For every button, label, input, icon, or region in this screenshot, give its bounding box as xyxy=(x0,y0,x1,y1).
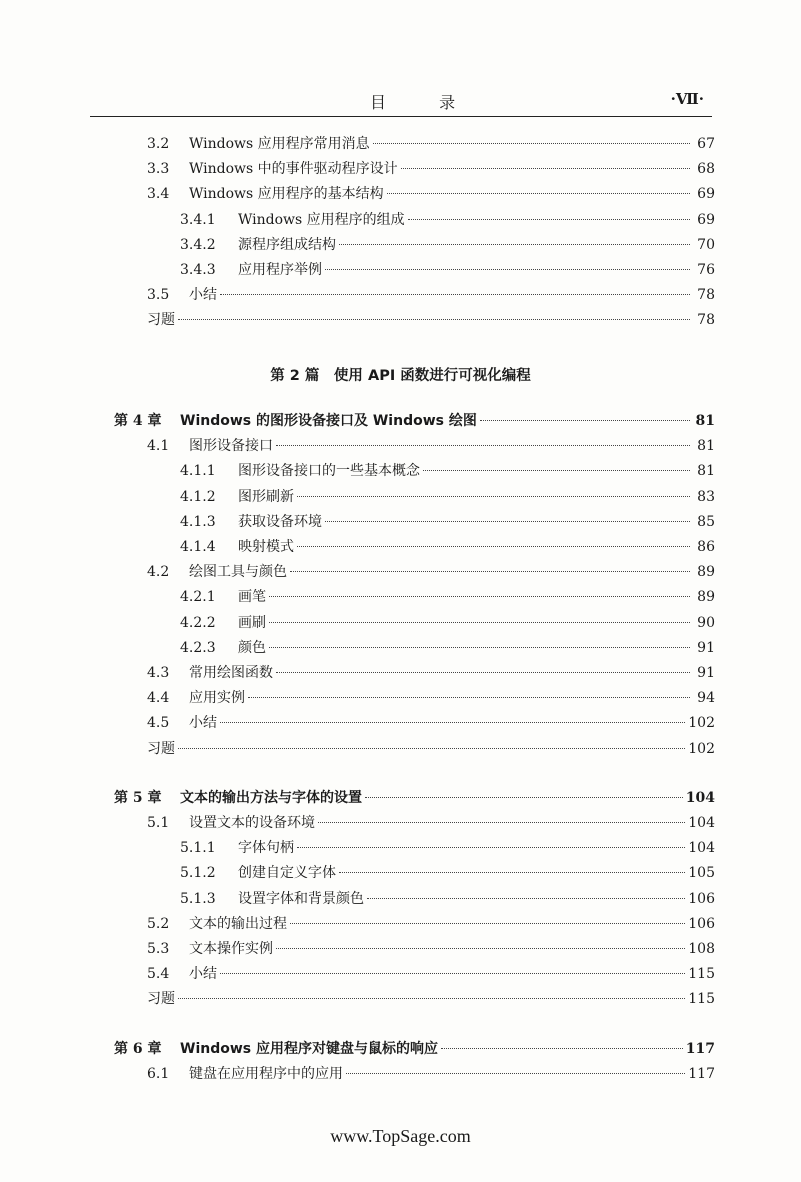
toc-entry-page: 81 xyxy=(695,413,715,429)
toc-entry-title: Windows 的图形设备接口及 Windows 绘图 xyxy=(180,413,477,429)
toc-entry-page: 81 xyxy=(697,463,715,480)
toc-entry-page: 69 xyxy=(697,186,715,203)
toc-leader-dots xyxy=(367,898,685,899)
toc-leader-dots xyxy=(269,622,690,623)
toc-entry-title: 小结 xyxy=(189,966,217,983)
toc-entry xyxy=(180,888,715,912)
toc-entry xyxy=(147,1063,715,1087)
toc-entry-number: 4.1 xyxy=(147,438,170,455)
toc-entry-number: 3.3 xyxy=(147,161,170,178)
toc-entry-page: 78 xyxy=(697,312,715,329)
toc-entry-title: 图形设备接口 xyxy=(189,438,273,455)
toc-entry-title: 设置文本的设备环境 xyxy=(189,815,315,831)
toc-entry-page: 117 xyxy=(685,1040,715,1057)
toc-leader-dots xyxy=(325,269,690,270)
toc-leader-dots xyxy=(346,1073,685,1074)
toc-leader-dots xyxy=(220,722,685,723)
toc-entry-number: 3.4.3 xyxy=(180,262,216,278)
toc-leader-dots xyxy=(318,822,685,823)
toc-entry-page: 115 xyxy=(688,966,715,983)
toc-entry-page: 89 xyxy=(697,564,715,581)
toc-leader-dots xyxy=(339,872,685,873)
toc-leader-dots xyxy=(339,244,690,245)
toc-entry-number: 第 5 章 xyxy=(114,789,162,806)
toc-entry-title: 小结 xyxy=(189,715,217,732)
toc-entry xyxy=(147,938,715,962)
toc-entry-title: 图形刷新 xyxy=(238,488,294,505)
toc-entry-page: 76 xyxy=(697,262,715,278)
toc-chapter-entry xyxy=(114,787,715,811)
toc-entry-title: Windows 应用程序的组成 xyxy=(238,211,405,228)
toc-entry-page: 68 xyxy=(697,161,715,178)
toc-leader-dots xyxy=(178,998,685,999)
toc-entry-page: 78 xyxy=(697,287,715,304)
toc-entry-title: 画刷 xyxy=(238,614,266,631)
toc-entry-title: Windows 应用程序常用消息 xyxy=(189,136,370,152)
toc-entry-title: 源程序组成结构 xyxy=(238,236,336,253)
toc-leader-dots xyxy=(276,948,685,949)
toc-entry xyxy=(180,837,715,861)
toc-entry-number: 3.5 xyxy=(147,287,170,304)
toc-entry xyxy=(147,812,715,836)
toc-entry-page: 104 xyxy=(685,789,715,806)
toc-leader-dots xyxy=(276,672,690,673)
toc-entry-title: 习题 xyxy=(147,740,175,757)
toc-entry-page: 115 xyxy=(688,991,715,1008)
toc-entry-number: 4.2.2 xyxy=(180,614,216,631)
toc-entry xyxy=(180,259,715,283)
toc-entry xyxy=(180,862,715,886)
toc-entry-title: Windows 中的事件驱动程序设计 xyxy=(189,161,398,178)
toc-entry-title: 图形设备接口的一些基本概念 xyxy=(238,463,420,480)
toc-entry-number: 4.4 xyxy=(147,690,170,707)
toc-entry-number: 4.2.3 xyxy=(180,639,216,656)
toc-leader-dots xyxy=(365,797,683,798)
toc-leader-dots xyxy=(178,319,690,320)
toc-entry-title: 键盘在应用程序中的应用 xyxy=(189,1065,343,1082)
toc-entry-number: 4.2.1 xyxy=(180,589,216,606)
toc-entry-number: 3.2 xyxy=(147,136,170,152)
toc-entry-number: 4.1.2 xyxy=(180,488,216,505)
toc-leader-dots xyxy=(441,1048,683,1049)
toc-entry xyxy=(180,486,715,510)
toc-entry-number: 4.2 xyxy=(147,564,170,581)
toc-entry xyxy=(180,637,715,661)
toc-leader-dots xyxy=(269,647,690,648)
toc-entry xyxy=(180,209,715,233)
toc-entry-number: 5.4 xyxy=(147,966,170,983)
toc-entry-page: 83 xyxy=(697,488,715,505)
toc-entry-number: 5.1.3 xyxy=(180,890,216,907)
toc-entry xyxy=(147,133,715,157)
toc-leader-dots xyxy=(387,193,690,194)
toc-entry-title: 应用程序举例 xyxy=(238,262,322,278)
toc-entry xyxy=(147,687,715,711)
toc-entry xyxy=(147,662,715,686)
toc-entry-number: 4.3 xyxy=(147,665,170,681)
toc-leader-dots xyxy=(408,219,690,220)
toc-leader-dots xyxy=(297,496,690,497)
toc-entry-page: 106 xyxy=(688,915,715,932)
toc-leader-dots xyxy=(325,521,690,522)
toc-entry-page: 91 xyxy=(697,665,715,681)
part-heading: 第 2 篇 使用 API 函数进行可视化编程 xyxy=(270,368,531,384)
toc-entry-page: 106 xyxy=(688,890,715,907)
toc-entry-number: 3.4.2 xyxy=(180,236,216,253)
toc-entry-number: 第 6 章 xyxy=(114,1040,162,1057)
toc-leader-dots xyxy=(290,571,690,572)
toc-entry xyxy=(147,158,715,182)
toc-entry xyxy=(180,511,715,535)
toc-entry-title: 小结 xyxy=(189,287,217,304)
toc-entry-page: 94 xyxy=(697,690,715,707)
toc-chapter-entry xyxy=(114,1038,715,1062)
toc-leader-dots xyxy=(423,470,690,471)
toc-entry xyxy=(147,435,715,459)
toc-entry-title: 文本的输出方法与字体的设置 xyxy=(180,789,362,806)
toc-entry-page: 117 xyxy=(688,1065,715,1082)
toc-entry xyxy=(147,988,715,1012)
toc-entry xyxy=(147,913,715,937)
toc-leader-dots xyxy=(269,596,690,597)
toc-leader-dots xyxy=(248,697,690,698)
toc-entry xyxy=(147,183,715,207)
toc-entry-page: 67 xyxy=(697,136,715,152)
toc-leader-dots xyxy=(373,143,690,144)
toc-entry-number: 5.1.2 xyxy=(180,865,216,882)
toc-entry-page: 70 xyxy=(697,236,715,253)
toc-leader-dots xyxy=(290,923,685,924)
toc-entry-title: 画笔 xyxy=(238,589,266,606)
toc-entry-title: 习题 xyxy=(147,991,175,1008)
toc-entry-title: 文本操作实例 xyxy=(189,941,273,957)
toc-leader-dots xyxy=(178,748,685,749)
toc-entry-page: 105 xyxy=(688,865,715,882)
toc-entry xyxy=(147,284,715,308)
toc-entry xyxy=(147,309,715,333)
toc-entry-page: 91 xyxy=(697,639,715,656)
toc-entry-number: 5.2 xyxy=(147,915,170,932)
toc-leader-dots xyxy=(297,546,690,547)
toc-entry-number: 3.4 xyxy=(147,186,170,203)
toc-entry xyxy=(180,586,715,610)
toc-entry-page: 90 xyxy=(697,614,715,631)
header-page-number: ·Ⅶ· xyxy=(670,90,704,108)
toc-entry xyxy=(180,612,715,636)
toc-entry-number: 4.1.1 xyxy=(180,463,216,480)
toc-entry-number: 4.5 xyxy=(147,715,170,732)
toc-entry-page: 102 xyxy=(688,715,715,732)
toc-chapter-entry xyxy=(114,410,715,434)
toc-entry-title: 创建自定义字体 xyxy=(238,865,336,882)
toc-leader-dots xyxy=(276,445,690,446)
header-title: 目 录 xyxy=(370,93,480,112)
toc-entry xyxy=(147,738,715,762)
toc-entry-title: 颜色 xyxy=(238,639,266,656)
toc-entry xyxy=(180,234,715,258)
toc-entry-title: 常用绘图函数 xyxy=(189,665,273,681)
toc-leader-dots xyxy=(480,420,690,421)
toc-entry-title: 设置字体和背景颜色 xyxy=(238,890,364,907)
toc-entry-title: 文本的输出过程 xyxy=(189,915,287,932)
toc-entry-title: 映射模式 xyxy=(238,539,294,555)
toc-entry-title: 应用实例 xyxy=(189,690,245,707)
toc-entry-page: 81 xyxy=(697,438,715,455)
toc-leader-dots xyxy=(220,973,685,974)
toc-entry-number: 3.4.1 xyxy=(180,211,216,228)
toc-entry-page: 104 xyxy=(688,840,715,857)
toc-entry-page: 104 xyxy=(688,815,715,831)
toc-entry xyxy=(180,460,715,484)
toc-entry xyxy=(147,712,715,736)
toc-entry-title: 绘图工具与颜色 xyxy=(189,564,287,581)
toc-entry xyxy=(147,561,715,585)
toc-entry xyxy=(180,536,715,560)
toc-entry-page: 89 xyxy=(697,589,715,606)
toc-entry-number: 5.1 xyxy=(147,815,170,831)
toc-entry-number: 5.3 xyxy=(147,941,170,957)
toc-entry-page: 69 xyxy=(697,211,715,228)
toc-leader-dots xyxy=(297,847,685,848)
toc-leader-dots xyxy=(220,294,690,295)
toc-entry-number: 6.1 xyxy=(147,1065,170,1082)
toc-entry-title: 字体句柄 xyxy=(238,840,294,857)
toc-entry-title: Windows 应用程序的基本结构 xyxy=(189,186,384,203)
header-rule xyxy=(90,116,712,117)
toc-entry xyxy=(147,963,715,987)
toc-entry-number: 4.1.3 xyxy=(180,513,216,530)
toc-entry-title: 习题 xyxy=(147,312,175,329)
toc-leader-dots xyxy=(401,168,690,169)
toc-entry-title: Windows 应用程序对键盘与鼠标的响应 xyxy=(180,1040,438,1057)
toc-entry-number: 第 4 章 xyxy=(114,413,162,429)
toc-entry-number: 5.1.1 xyxy=(180,840,216,857)
toc-entry-page: 102 xyxy=(688,740,715,757)
toc-entry-page: 108 xyxy=(688,941,715,957)
footer-url: www.TopSage.com xyxy=(330,1126,471,1146)
toc-entry-page: 85 xyxy=(697,513,715,530)
toc-entry-page: 86 xyxy=(697,539,715,555)
toc-entry-title: 获取设备环境 xyxy=(238,513,322,530)
page-header xyxy=(90,86,712,118)
toc-entry-number: 4.1.4 xyxy=(180,539,216,555)
